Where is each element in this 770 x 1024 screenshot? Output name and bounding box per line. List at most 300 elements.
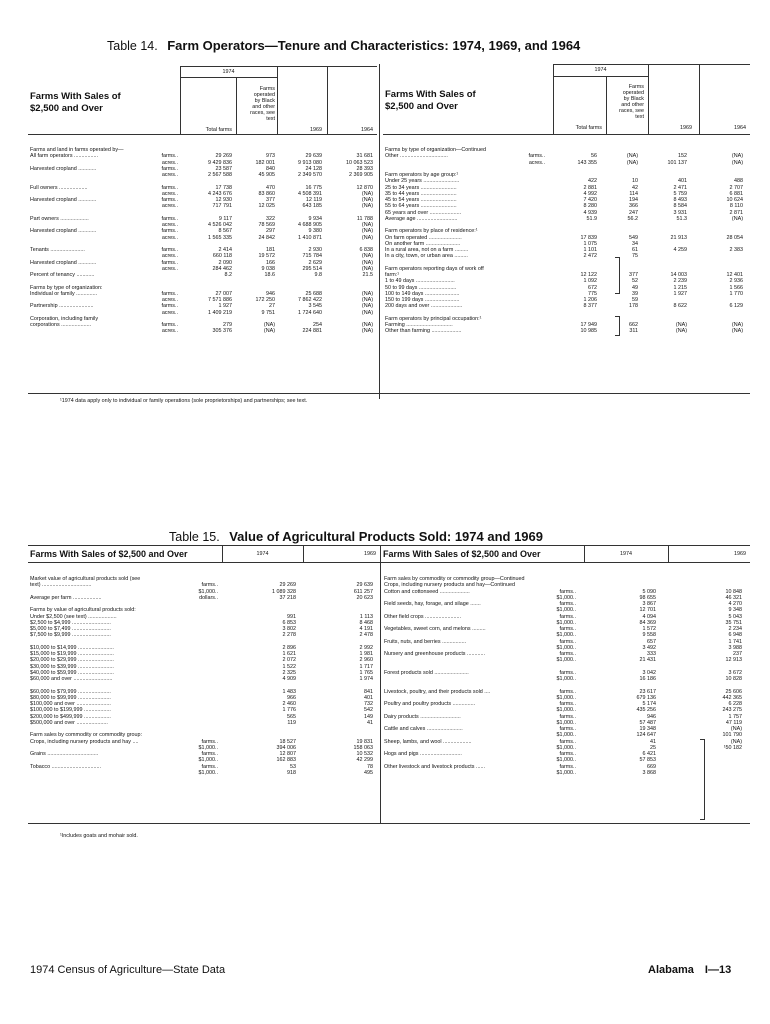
cell-value: 297 bbox=[266, 228, 275, 235]
cell-value: 9 038 bbox=[261, 265, 275, 272]
cell-value: 1 572 bbox=[642, 626, 656, 632]
row-label: Livestock, poultry, and their products sold .... bbox=[384, 688, 491, 695]
cell-value: 7 862 422 bbox=[298, 297, 322, 303]
table-row bbox=[385, 328, 748, 334]
cell-value: 12 401 bbox=[726, 272, 743, 278]
cell-value: 1 522 bbox=[282, 663, 296, 670]
cell-value: 2 472 bbox=[583, 253, 597, 260]
row-unit: farms.. bbox=[559, 763, 576, 770]
t14-left-col-black-l6: text bbox=[266, 116, 275, 122]
cell-value: 6 881 bbox=[729, 190, 743, 197]
row-label: Harvested cropland ............ bbox=[30, 228, 97, 235]
row-unit: farms.. bbox=[559, 688, 576, 695]
row-label: Sheep, lambs, and wool ................... bbox=[384, 738, 472, 745]
cell-value: 17 738 bbox=[215, 184, 232, 191]
row-label: $100,000 to $199,999 .................. bbox=[30, 707, 111, 714]
cell-value: 542 bbox=[364, 707, 373, 714]
cell-value: (NA) bbox=[730, 738, 742, 745]
cell-value: 2 930 bbox=[308, 247, 322, 253]
table-14-label: Table 14. bbox=[107, 39, 158, 53]
row-label: Farms by value of agricultural products sold: bbox=[30, 607, 136, 614]
row-label: $40,000 to $59,999 ........................ bbox=[30, 669, 114, 676]
t15-head-bottom bbox=[28, 562, 750, 563]
row-label: Full owners ................... bbox=[30, 184, 88, 191]
cell-value: 6 421 bbox=[642, 751, 656, 757]
cell-value: 7 571 886 bbox=[208, 297, 232, 303]
t14-left-v3 bbox=[277, 66, 278, 134]
row-unit: $1,000.. bbox=[556, 619, 576, 626]
cell-value: 973 bbox=[266, 153, 275, 160]
cell-value: 4 909 bbox=[282, 676, 296, 682]
cell-value: 16 775 bbox=[305, 184, 322, 191]
row-label: Grains .................................. bbox=[30, 751, 99, 757]
cell-value: 119 bbox=[287, 719, 296, 726]
row-label: Farm sales by commodity or commodity group—Continued bbox=[384, 576, 525, 582]
cell-value: 28 393 bbox=[356, 165, 373, 172]
cell-value: 51.3 bbox=[676, 215, 687, 222]
t15-left-header: Farms With Sales of $2,500 and Over bbox=[30, 549, 188, 559]
t14-left-year-rule bbox=[180, 77, 277, 78]
cell-value: 284 462 bbox=[212, 265, 232, 272]
row-unit: farms.. bbox=[161, 184, 178, 191]
t14-left-col-black-l1: Farms bbox=[259, 86, 275, 92]
table-14-title bbox=[107, 38, 580, 53]
row-label: $100,000 and over ....................... bbox=[30, 701, 111, 707]
cell-value: 305 376 bbox=[212, 328, 232, 335]
t14-left-col-black-l2: operated bbox=[253, 92, 275, 98]
row-label: $7,500 to $9,999 .......................... bbox=[30, 632, 111, 639]
row-unit: farms.. bbox=[559, 638, 576, 645]
t14-left-header-line2: $2,500 and Over bbox=[30, 103, 103, 114]
cell-value: 59 bbox=[632, 297, 638, 303]
cell-value: 57 487 bbox=[639, 719, 656, 726]
cell-value: (NA) bbox=[731, 322, 743, 328]
row-unit: $1,000.. bbox=[556, 607, 576, 614]
cell-value: 247 bbox=[629, 209, 638, 216]
t14-left-col-black-l5: races, see bbox=[250, 110, 275, 116]
cell-value: 4 191 bbox=[359, 626, 373, 632]
cell-value: 6 853 bbox=[282, 619, 296, 626]
row-label: 150 to 199 days ....................... bbox=[385, 297, 460, 303]
cell-value: 9 117 bbox=[218, 215, 232, 222]
cell-value: 4 094 bbox=[642, 613, 656, 620]
t14-right-col-1969: 1969 bbox=[680, 125, 692, 131]
cell-value: 78 bbox=[367, 763, 373, 770]
cell-value: 679 136 bbox=[636, 694, 656, 701]
cell-value: 243 275 bbox=[722, 707, 742, 714]
cell-value: 6 948 bbox=[728, 632, 742, 639]
cell-value: 61 bbox=[632, 247, 638, 253]
row-label: Percent of tenancy ............ bbox=[30, 272, 95, 278]
cell-value: 840 bbox=[266, 165, 275, 172]
row-label: $20,000 to $29,999 ........................ bbox=[30, 657, 114, 664]
t14-right-col-black-l2: operated bbox=[622, 90, 644, 96]
row-unit: farms.. bbox=[161, 322, 178, 328]
cell-value: 8 622 bbox=[673, 303, 687, 310]
cell-value: 10 848 bbox=[725, 588, 742, 595]
cell-value: 3 672 bbox=[728, 669, 742, 676]
cell-value: 2 629 bbox=[308, 259, 322, 266]
cell-value: 152 bbox=[678, 153, 687, 160]
cell-value: 114 bbox=[629, 190, 638, 197]
cell-value: 1 724 640 bbox=[298, 309, 322, 316]
cell-value: (NA) bbox=[361, 290, 373, 297]
cell-value: 49 bbox=[632, 284, 638, 291]
row-label: Farm operators by age group:¹ bbox=[385, 172, 459, 178]
row-unit: acres.. bbox=[161, 190, 178, 197]
cell-value: 2 349 570 bbox=[298, 172, 322, 178]
row-unit: farms.. bbox=[559, 588, 576, 595]
cell-value: (NA) bbox=[361, 234, 373, 241]
t14-right-col-total: Total farms bbox=[575, 125, 602, 131]
t15-right-col-1969: 1969 bbox=[734, 551, 746, 557]
cell-value: 101 137 bbox=[667, 159, 687, 166]
cell-value: 10 bbox=[632, 178, 638, 185]
cell-value: 966 bbox=[287, 694, 296, 701]
cell-value: 3 545 bbox=[308, 303, 322, 310]
cell-value: 17 839 bbox=[580, 234, 597, 241]
cell-value: 662 bbox=[629, 322, 638, 328]
cell-value: 8.2 bbox=[224, 272, 232, 278]
row-unit: $1,000.. bbox=[198, 769, 218, 776]
cell-value: 4 939 bbox=[583, 209, 597, 216]
t15-right-body bbox=[384, 576, 748, 776]
cell-value: 1 410 871 bbox=[298, 234, 322, 241]
cell-value: 12 701 bbox=[639, 607, 656, 614]
row-label: Farm operators by principal occupation:¹ bbox=[385, 315, 482, 322]
cell-value: 9 380 bbox=[308, 228, 322, 235]
cell-value: 12 025 bbox=[258, 203, 275, 210]
cell-value: 1 981 bbox=[359, 651, 373, 657]
cell-value: 42 bbox=[632, 184, 638, 191]
cell-value: 9.8 bbox=[314, 272, 322, 278]
t14-right-col-black-l6: text bbox=[635, 114, 644, 120]
row-label: 45 to 54 years ........................ bbox=[385, 197, 457, 203]
row-label: $5,000 to $7,499 .......................... bbox=[30, 626, 111, 632]
row-label: Other ................................ bbox=[385, 153, 448, 160]
cell-value: 178 bbox=[629, 303, 638, 310]
t14-left-top-rule bbox=[180, 66, 377, 67]
cell-value: 2 090 bbox=[218, 259, 232, 266]
row-label: Individual or family .............. bbox=[30, 290, 98, 297]
cell-value: 41 bbox=[367, 719, 373, 726]
cell-value: 19 572 bbox=[258, 253, 275, 260]
cell-value: 2 369 905 bbox=[349, 172, 373, 178]
cell-value: 31 681 bbox=[356, 153, 373, 160]
t14-left-col-black-l3: by Black bbox=[254, 98, 275, 104]
cell-value: 3 867 bbox=[642, 601, 656, 607]
row-unit: acres.. bbox=[161, 222, 178, 228]
t14-left-col-black bbox=[236, 86, 275, 122]
t14-right-col-1964: 1964 bbox=[734, 125, 746, 131]
cell-value: (NA) bbox=[730, 726, 742, 732]
row-label: Other than farming .................... bbox=[385, 328, 462, 335]
cell-value: 470 bbox=[266, 184, 275, 191]
t15-right-header: Farms With Sales of $2,500 and Over bbox=[383, 549, 541, 559]
cell-value: 5 090 bbox=[642, 588, 656, 595]
cell-value: 2 707 bbox=[729, 184, 743, 191]
cell-value: 2 896 bbox=[282, 644, 296, 651]
row-label: 50 to 99 days ......................... bbox=[385, 284, 457, 291]
cell-value: 37 218 bbox=[279, 594, 296, 601]
row-label: Harvested cropland ............ bbox=[30, 165, 97, 172]
row-unit: acres.. bbox=[161, 172, 178, 178]
cell-value: 23 617 bbox=[639, 688, 656, 695]
row-label: Market value of agricultural products sold (see bbox=[30, 576, 141, 582]
cell-value: 11 788 bbox=[356, 215, 373, 222]
cell-value: 5 174 bbox=[642, 701, 656, 707]
row-unit: $1,000.. bbox=[198, 744, 218, 751]
table-row bbox=[30, 770, 377, 776]
cell-value: 3 802 bbox=[282, 626, 296, 632]
cell-value: 672 bbox=[588, 284, 597, 291]
cell-value: 224 881 bbox=[302, 328, 322, 335]
cell-value: 29 639 bbox=[356, 582, 373, 589]
cell-value: 18.6 bbox=[264, 272, 275, 278]
cell-value: 946 bbox=[647, 713, 656, 720]
t15-left-col-1969: 1969 bbox=[364, 551, 376, 557]
row-label: Field seeds, hay, forage, and silage ....... bbox=[384, 601, 481, 607]
row-label: Harvested cropland ............ bbox=[30, 197, 97, 203]
row-unit: $1,000.. bbox=[556, 594, 576, 601]
cell-value: 29 269 bbox=[215, 153, 232, 160]
cell-value: 657 bbox=[647, 638, 656, 645]
cell-value: 991 bbox=[287, 613, 296, 620]
cell-value: 8 584 bbox=[673, 203, 687, 210]
t14-mid-divider bbox=[379, 64, 380, 399]
row-unit: farms.. bbox=[201, 738, 218, 745]
t14-left-v4 bbox=[327, 66, 328, 134]
row-unit: farms.. bbox=[161, 197, 178, 203]
cell-value: 1 075 bbox=[583, 240, 597, 247]
row-label: In a city, town, or urban area ......... bbox=[385, 253, 468, 260]
t15-mid-divider bbox=[380, 545, 381, 823]
page-footer-left: 1974 Census of Agriculture—State Data bbox=[30, 964, 226, 976]
cell-value: 841 bbox=[364, 688, 373, 695]
row-label: Partnership ....................... bbox=[30, 303, 94, 310]
row-unit: farms.. bbox=[559, 613, 576, 620]
t14-left-col-1964: 1964 bbox=[361, 127, 373, 133]
cell-value: (NA) bbox=[675, 322, 687, 328]
cell-value: 918 bbox=[287, 769, 296, 776]
cell-value: 4 243 676 bbox=[208, 190, 232, 197]
row-label: 25 to 34 years ........................ bbox=[385, 184, 457, 191]
cell-value: (NA) bbox=[263, 328, 275, 335]
row-label: 1 to 49 days .......................... bbox=[385, 278, 455, 285]
cell-value: 1 757 bbox=[728, 713, 742, 720]
row-unit: acres.. bbox=[161, 159, 178, 166]
row-label: Under $2,500 (see text) ................... bbox=[30, 613, 117, 620]
cell-value: 45 905 bbox=[258, 172, 275, 178]
row-unit: farms.. bbox=[201, 582, 218, 589]
t14-right-col-black-l1: Farms bbox=[628, 84, 644, 90]
table-14-heading: Farm Operators—Tenure and Characteristics: 1974, 1969, and 1964 bbox=[167, 38, 581, 53]
t15-bottom-rule bbox=[28, 823, 750, 824]
cell-value: 21 431 bbox=[639, 657, 656, 664]
row-label: $2,500 to $4,999 .......................... bbox=[30, 619, 111, 626]
t14-left-head-bottom bbox=[28, 134, 377, 135]
cell-value: 669 bbox=[647, 763, 656, 770]
cell-value: 12 122 bbox=[580, 272, 597, 278]
t15-right-col-1974: 1974 bbox=[620, 551, 632, 557]
row-unit: farms.. bbox=[559, 738, 576, 745]
cell-value: 9 934 bbox=[308, 215, 322, 222]
cell-value: 8 280 bbox=[583, 203, 597, 210]
cell-value: 488 bbox=[734, 178, 743, 185]
cell-value: 27 007 bbox=[215, 290, 232, 297]
row-label: Fruits, nuts, and berries ................ bbox=[384, 638, 467, 645]
cell-value: 8 377 bbox=[583, 303, 597, 310]
row-unit: $1,000.. bbox=[556, 644, 576, 651]
cell-value: (NA) bbox=[361, 309, 373, 316]
t14-left-body bbox=[30, 147, 375, 335]
cell-value: 4 259 bbox=[673, 247, 687, 253]
t15-footnote: ¹Includes goats and mohair sold. bbox=[60, 833, 138, 839]
t14-left-col-total: Total farms bbox=[205, 127, 232, 133]
cell-value: 1 089 328 bbox=[272, 588, 296, 595]
cell-value: 549 bbox=[629, 234, 638, 241]
cell-value: (NA) bbox=[361, 228, 373, 235]
cell-value: 12 119 bbox=[305, 197, 322, 203]
cell-value: 25 606 bbox=[725, 688, 742, 695]
cell-value: 2 881 bbox=[583, 184, 597, 191]
row-label: Crops, including nursery products and hay—Continued bbox=[384, 582, 515, 589]
row-label: Vegetables, sweet corn, and melons ......... bbox=[384, 626, 486, 632]
row-label: Farms by type of organization: bbox=[30, 284, 103, 291]
cell-value: 2 960 bbox=[359, 657, 373, 664]
cell-value: 57 853 bbox=[639, 757, 656, 764]
row-label: Cotton and cottonseed .................... bbox=[384, 588, 470, 595]
t15-brace-livestock bbox=[700, 739, 705, 820]
cell-value: 2 936 bbox=[729, 278, 743, 285]
cell-value: 5 043 bbox=[728, 613, 742, 620]
row-unit: farms.. bbox=[161, 215, 178, 222]
row-label: Harvested cropland ............ bbox=[30, 259, 97, 266]
cell-value: 16 186 bbox=[639, 676, 656, 682]
cell-value: 5 759 bbox=[673, 190, 687, 197]
row-unit: farms.. bbox=[559, 601, 576, 607]
row-label: Poultry and poultry products ............... bbox=[384, 701, 476, 707]
cell-value: 1 927 bbox=[673, 290, 687, 297]
cell-value: 98 655 bbox=[639, 594, 656, 601]
cell-value: (NA) bbox=[263, 322, 275, 328]
cell-value: 1 565 335 bbox=[208, 234, 232, 241]
row-label: Crops, including nursery products and hay .... bbox=[30, 738, 139, 745]
cell-value: 6 838 bbox=[359, 247, 373, 253]
cell-value: 4 688 905 bbox=[298, 222, 322, 228]
cell-value: (NA) bbox=[361, 328, 373, 335]
cell-value: 1 776 bbox=[282, 707, 296, 714]
cell-value: 1 765 bbox=[359, 669, 373, 676]
cell-value: 401 bbox=[678, 178, 687, 185]
row-label: All farm operators ................ bbox=[30, 153, 99, 160]
t14-right-head-bottom bbox=[383, 134, 750, 135]
cell-value: 53 bbox=[290, 763, 296, 770]
row-label: Farm operators reporting days of work off bbox=[385, 265, 484, 272]
cell-value: 9 429 836 bbox=[208, 159, 232, 166]
cell-value: 166 bbox=[266, 259, 275, 266]
cell-value: 377 bbox=[266, 197, 275, 203]
cell-value: 149 bbox=[364, 713, 373, 720]
cell-value: (NA) bbox=[626, 159, 638, 166]
t14-brace-residence bbox=[615, 257, 620, 294]
cell-value: 78 569 bbox=[258, 222, 275, 228]
row-unit: farms.. bbox=[201, 751, 218, 757]
row-label: On farm operated ...................... bbox=[385, 234, 462, 241]
t14-bottom-rule bbox=[28, 393, 750, 394]
row-unit: farms.. bbox=[559, 626, 576, 632]
cell-value: 717 791 bbox=[212, 203, 232, 210]
cell-value: 1 409 219 bbox=[208, 309, 232, 316]
cell-value: 41 bbox=[650, 738, 656, 745]
row-unit: farms.. bbox=[161, 290, 178, 297]
row-label: In a rural area, not on a farm ......... bbox=[385, 247, 469, 253]
cell-value: 1 927 bbox=[218, 303, 232, 310]
cell-value: (NA) bbox=[361, 203, 373, 210]
cell-value: 25 bbox=[650, 744, 656, 751]
row-unit: $1,000.. bbox=[556, 732, 576, 739]
t14-left-col-1969: 1969 bbox=[310, 127, 322, 133]
cell-value: 2 383 bbox=[729, 247, 743, 253]
row-label: Other livestock and livestock products ...... bbox=[384, 763, 485, 770]
row-label: Nursery and greenhouse products ............ bbox=[384, 651, 485, 657]
cell-value: 565 bbox=[287, 713, 296, 720]
cell-value: 660 118 bbox=[212, 253, 232, 260]
cell-value: 1 206 bbox=[583, 297, 597, 303]
row-unit: farms.. bbox=[559, 751, 576, 757]
cell-value: 279 bbox=[223, 322, 232, 328]
row-unit: farms.. bbox=[201, 763, 218, 770]
cell-value: 182 001 bbox=[255, 159, 275, 166]
t14-right-header-line2: $2,500 and Over bbox=[385, 101, 458, 112]
row-label: corporations .................... bbox=[30, 322, 92, 328]
cell-value: 2 234 bbox=[728, 626, 742, 632]
row-label: $200,000 to $499,999 .................. bbox=[30, 713, 111, 720]
cell-value: 194 bbox=[629, 197, 638, 203]
cell-value: (NA) bbox=[626, 153, 638, 160]
cell-value: 10 985 bbox=[580, 328, 597, 335]
t15-top-rule bbox=[28, 545, 750, 546]
cell-value: 52 bbox=[632, 278, 638, 285]
t14-right-col-black-l3: by Black bbox=[623, 96, 644, 102]
cell-value: 8 493 bbox=[673, 197, 687, 203]
cell-value: 18 527 bbox=[279, 738, 296, 745]
cell-value: 10 828 bbox=[725, 676, 742, 682]
row-label: text) ................................. bbox=[30, 582, 92, 589]
t15-left-col-1974: 1974 bbox=[256, 551, 269, 557]
t14-right-col-black bbox=[606, 84, 644, 120]
cell-value: 46 321 bbox=[725, 594, 742, 601]
cell-value: 3 988 bbox=[728, 644, 742, 651]
row-label: Average age ........................... bbox=[385, 215, 458, 222]
cell-value: (NA) bbox=[361, 297, 373, 303]
cell-value: 158 063 bbox=[353, 744, 373, 751]
t14-right-v1 bbox=[553, 64, 554, 134]
t14-right-header bbox=[385, 89, 476, 113]
cell-value: (NA) bbox=[731, 153, 743, 160]
cell-value: 6 129 bbox=[729, 303, 743, 310]
cell-value: 4 992 bbox=[583, 190, 597, 197]
t14-brace-days bbox=[615, 316, 620, 336]
cell-value: 56.2 bbox=[627, 215, 638, 222]
cell-value: 10 063 523 bbox=[346, 159, 373, 166]
row-unit: farms.. bbox=[559, 713, 576, 720]
cell-value: (NA) bbox=[731, 159, 743, 166]
row-unit: acres.. bbox=[161, 203, 178, 210]
cell-value: 39 bbox=[632, 290, 638, 297]
cell-value: 84 369 bbox=[639, 619, 656, 626]
cell-value: 27 bbox=[269, 303, 275, 310]
